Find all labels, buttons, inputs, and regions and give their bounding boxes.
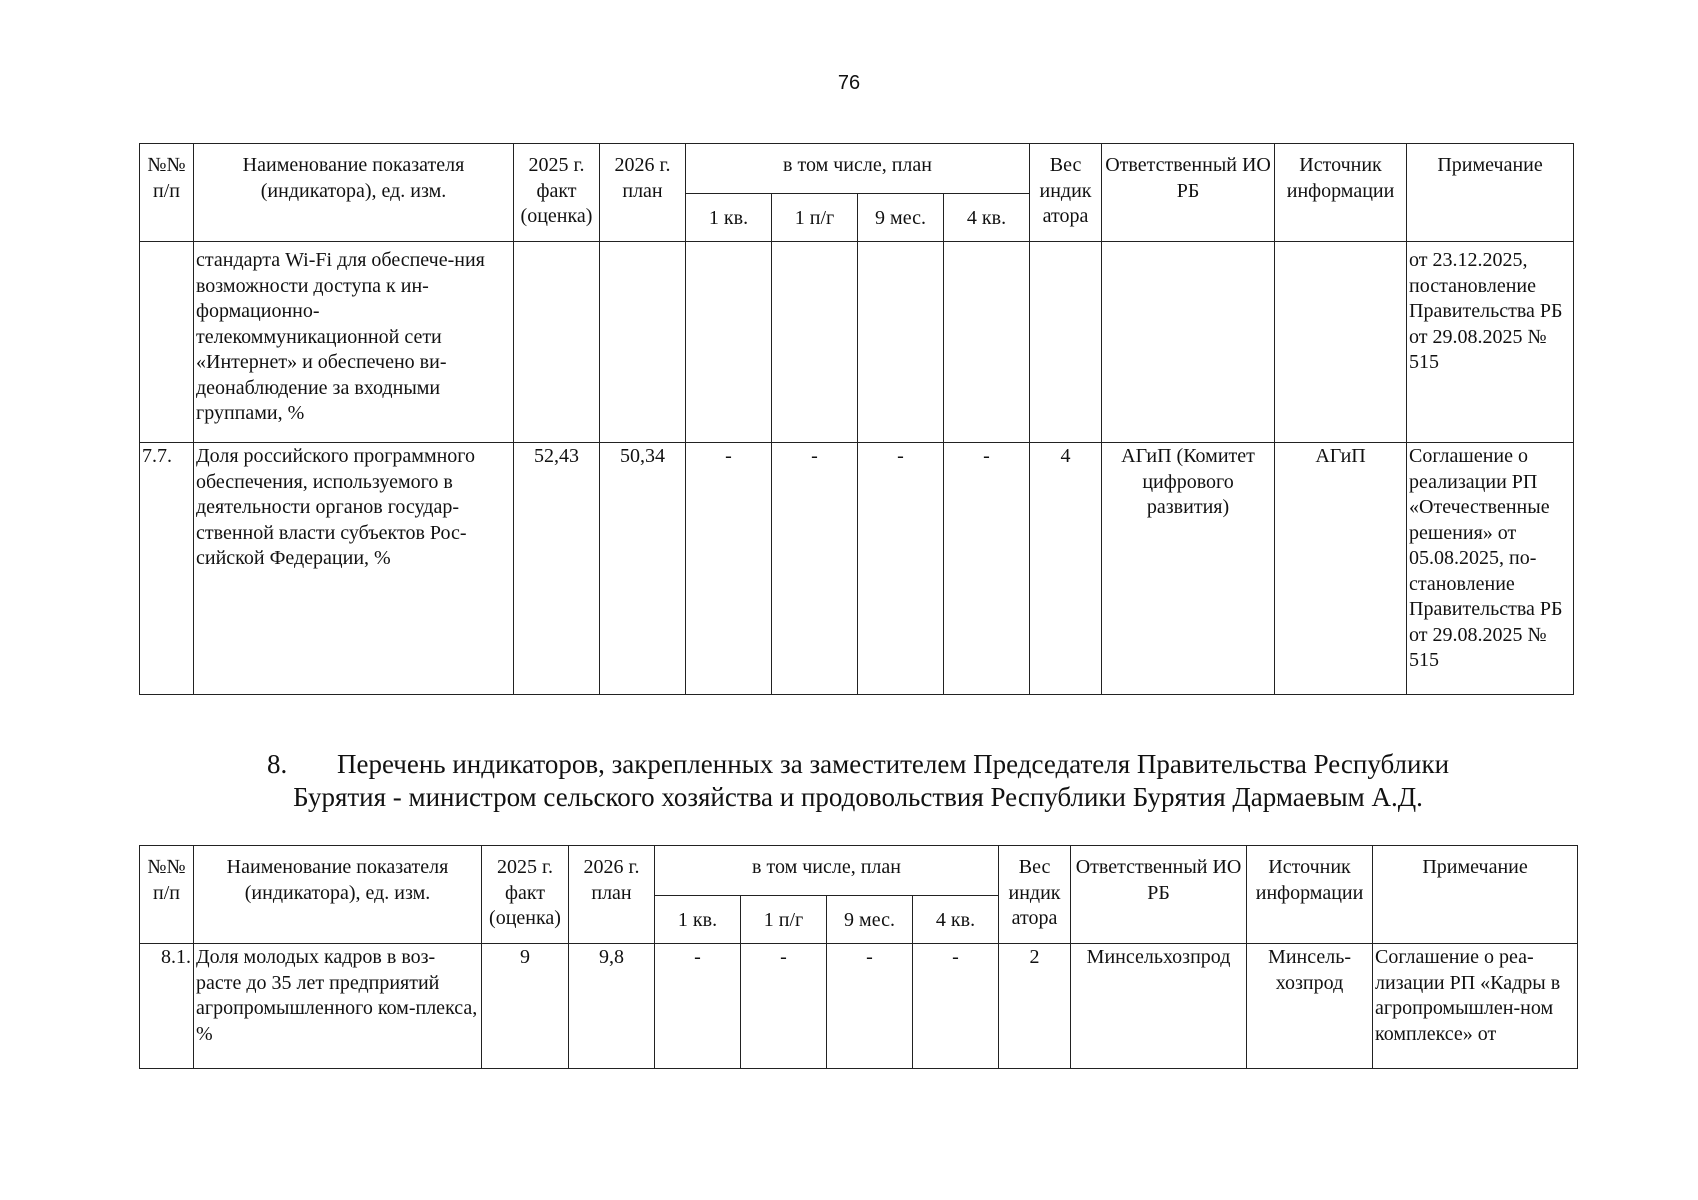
table-row	[140, 443, 1574, 695]
header-note: Примечание	[1407, 144, 1574, 242]
header-plan: 2026 г. план	[600, 144, 686, 242]
cell-q4	[944, 242, 1030, 443]
header-source: Источник информации	[1275, 144, 1407, 242]
cell-note: от 23.12.2025, постановление Правительства РБ от 29.08.2025 № 515	[1407, 242, 1574, 443]
header-name: Наименование показателя (индикатора), ед. изм.	[194, 144, 514, 242]
header-name: Наименование показателя (индикатора), ед. изм.	[194, 846, 482, 944]
header-fact: 2025 г. факт (оценка)	[514, 144, 600, 242]
header-h1: 1 п/г	[741, 896, 827, 944]
header-responsible: Ответственный ИО РБ	[1102, 144, 1275, 242]
header-m9: 9 мес.	[827, 896, 913, 944]
cell-h1	[772, 242, 858, 443]
table-header-row	[140, 144, 1574, 194]
cell-fact	[514, 242, 600, 443]
cell-q4: -	[944, 443, 1030, 695]
indicators-table-8	[139, 845, 1578, 1069]
page-number: 76	[837, 72, 861, 94]
cell-plan	[600, 242, 686, 443]
cell-q1	[686, 242, 772, 443]
header-num: №№ п/п	[140, 846, 194, 944]
cell-fact: 52,43	[514, 443, 600, 695]
cell-q1: -	[686, 443, 772, 695]
header-q4: 4 кв.	[913, 896, 999, 944]
cell-plan: 9,8	[569, 944, 655, 1069]
cell-name: Доля молодых кадров в воз-расте до 35 лет предприятий агропромышленного ком-плекса, %	[194, 944, 482, 1069]
cell-h1: -	[772, 443, 858, 695]
cell-m9	[858, 242, 944, 443]
cell-plan: 50,34	[600, 443, 686, 695]
cell-source: АГиП	[1275, 443, 1407, 695]
cell-name: стандарта Wi-Fi для обеспече-ния возможности доступа к ин-формационно-телекоммуникационной сети «Интернет» и обеспечено ви-деонаблюдение за входными группами, %	[194, 242, 514, 443]
cell-responsible	[1102, 242, 1275, 443]
cell-responsible: Минсельхозпрод	[1071, 944, 1247, 1069]
cell-fact: 9	[482, 944, 569, 1069]
section-8-title	[139, 748, 1577, 814]
table-header-row	[140, 846, 1578, 896]
header-q4: 4 кв.	[944, 194, 1030, 242]
cell-num	[140, 242, 194, 443]
header-incl-plan: в том числе, план	[686, 144, 1030, 194]
cell-q1: -	[655, 944, 741, 1069]
cell-responsible: АГиП (Комитет цифрового развития)	[1102, 443, 1275, 695]
cell-q4: -	[913, 944, 999, 1069]
header-q1: 1 кв.	[686, 194, 772, 242]
cell-m9: -	[858, 443, 944, 695]
cell-m9: -	[827, 944, 913, 1069]
section-title-line-1	[139, 748, 1577, 781]
header-incl-plan: в том числе, план	[655, 846, 999, 896]
section-number: 8.	[266, 749, 288, 779]
header-q1: 1 кв.	[655, 896, 741, 944]
table-row	[140, 242, 1574, 443]
header-note: Примечание	[1373, 846, 1578, 944]
cell-h1: -	[741, 944, 827, 1069]
cell-source	[1275, 242, 1407, 443]
header-plan: 2026 г. план	[569, 846, 655, 944]
cell-name: Доля российского программного обеспечения, используемого в деятельности органов государ-ственной власти субъектов Рос-сийской Федерации, %	[194, 443, 514, 695]
header-fact: 2025 г. факт (оценка)	[482, 846, 569, 944]
table-row	[140, 944, 1578, 1069]
cell-num: 8.1.	[140, 944, 194, 1069]
indicators-table-7	[139, 143, 1574, 695]
header-weight: Вес индик атора	[999, 846, 1071, 944]
header-source: Источник информации	[1247, 846, 1373, 944]
section-title-text-1: Перечень индикаторов, закрепленных за заместителем Председателя Правительства Республики	[336, 749, 1450, 779]
cell-note: Соглашение о реализации РП «Отечественные решения» от 05.08.2025, по-становление Правительства РБ от 29.08.2025 № 515	[1407, 443, 1574, 695]
header-m9: 9 мес.	[858, 194, 944, 242]
cell-source: Минсель-хозпрод	[1247, 944, 1373, 1069]
cell-weight	[1030, 242, 1102, 443]
cell-note: Соглашение о реа-лизации РП «Кадры в агропромышлен-ном комплексе» от	[1373, 944, 1578, 1069]
header-num: №№ п/п	[140, 144, 194, 242]
cell-weight: 2	[999, 944, 1071, 1069]
header-weight: Вес индик атора	[1030, 144, 1102, 242]
section-title-line-2: Бурятия - министром сельского хозяйства и продовольствия Республики Бурятия Дармаевым А.Д.	[293, 782, 1423, 812]
header-responsible: Ответственный ИО РБ	[1071, 846, 1247, 944]
cell-num: 7.7.	[140, 443, 194, 695]
cell-weight: 4	[1030, 443, 1102, 695]
header-h1: 1 п/г	[772, 194, 858, 242]
